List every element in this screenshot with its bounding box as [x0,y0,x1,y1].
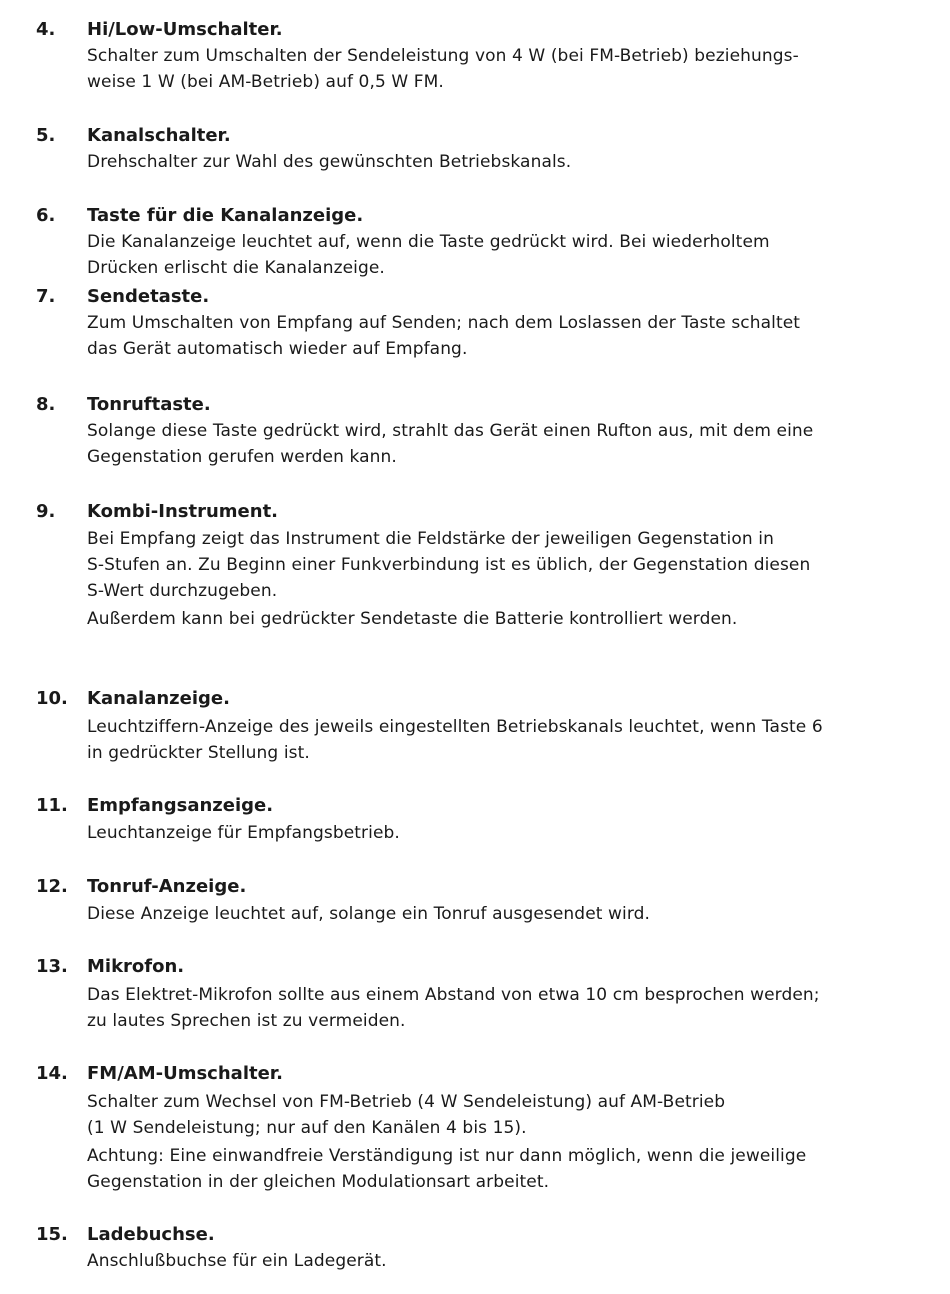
item-text-line: Die Kanalanzeige leuchtet auf, wenn die Taste gedrückt wird. Bei wiederholtem [87,232,770,252]
item-number: 10. [36,688,68,709]
item-text-line: S-Wert durchzugeben. [87,581,278,601]
item-number: 12. [36,876,68,897]
item-text-line: Leuchtanzeige für Empfangsbetrieb. [87,823,400,843]
item-title: Ladebuchse. [87,1224,215,1245]
item-text-line: Solange diese Taste gedrückt wird, strahlt das Gerät einen Rufton aus, mit dem eine [87,421,814,441]
item-text-line: in gedrückter Stellung ist. [87,743,310,763]
item-text-line: das Gerät automatisch wieder auf Empfang. [87,339,468,359]
item-title: Kombi-Instrument. [87,501,279,522]
item-text-line: Diese Anzeige leuchtet auf, solange ein Tonruf ausgesendet wird. [87,904,651,924]
item-text-line: Anschlußbuchse für ein Ladegerät. [87,1251,387,1271]
item-title: Tonruf-Anzeige. [87,876,247,897]
item-text-line: S-Stufen an. Zu Beginn einer Funkverbindung ist es üblich, der Gegenstation diesen [87,555,811,575]
item-number: 6. [36,205,56,226]
item-text-line: Außerdem kann bei gedrückter Sendetaste die Batterie kontrolliert werden. [87,609,738,629]
item-text-line: (1 W Sendeleistung; nur auf den Kanälen 4 bis 15). [87,1118,527,1138]
item-number: 5. [36,125,56,146]
item-title: Sendetaste. [87,286,210,307]
item-title: Kanalschalter. [87,125,231,146]
item-number: 7. [36,286,56,307]
item-text-line: Drücken erlischt die Kanalanzeige. [87,258,385,278]
item-text-line: Leuchtziffern-Anzeige des jeweils eingestellten Betriebskanals leuchtet, wenn Taste 6 [87,717,823,737]
item-title: Tonruftaste. [87,394,211,415]
item-title: Hi/Low-Umschalter. [87,19,283,40]
item-number: 4. [36,19,56,40]
item-number: 13. [36,956,68,977]
item-text-line: Zum Umschalten von Empfang auf Senden; nach dem Loslassen der Taste schaltet [87,313,801,333]
item-text-line: Das Elektret-Mikrofon sollte aus einem Abstand von etwa 10 cm besprochen werden; [87,985,820,1005]
item-number: 9. [36,501,56,522]
item-number: 14. [36,1063,68,1084]
item-title: FM/AM-Umschalter. [87,1063,283,1084]
item-title: Mikrofon. [87,956,185,977]
item-title: Kanalanzeige. [87,688,230,709]
item-text-line: weise 1 W (bei AM-Betrieb) auf 0,5 W FM. [87,72,444,92]
item-text-line: Schalter zum Wechsel von FM-Betrieb (4 W Sendeleistung) auf AM-Betrieb [87,1092,726,1112]
item-text-line: Achtung: Eine einwandfreie Verständigung ist nur dann möglich, wenn die jeweilige [87,1146,807,1166]
item-title: Taste für die Kanalanzeige. [87,205,364,226]
item-text-line: Schalter zum Umschalten der Sendeleistung von 4 W (bei FM-Betrieb) beziehungs- [87,46,799,66]
item-text-line: zu lautes Sprechen ist zu vermeiden. [87,1011,406,1031]
item-text-line: Drehschalter zur Wahl des gewünschten Betriebskanals. [87,152,572,172]
item-text-line: Bei Empfang zeigt das Instrument die Feldstärke der jeweiligen Gegenstation in [87,529,774,549]
item-number: 11. [36,795,68,816]
item-text-line: Gegenstation gerufen werden kann. [87,447,397,467]
item-number: 15. [36,1224,68,1245]
item-number: 8. [36,394,56,415]
item-text-line: Gegenstation in der gleichen Modulationsart arbeitet. [87,1172,550,1192]
item-title: Empfangsanzeige. [87,795,274,816]
